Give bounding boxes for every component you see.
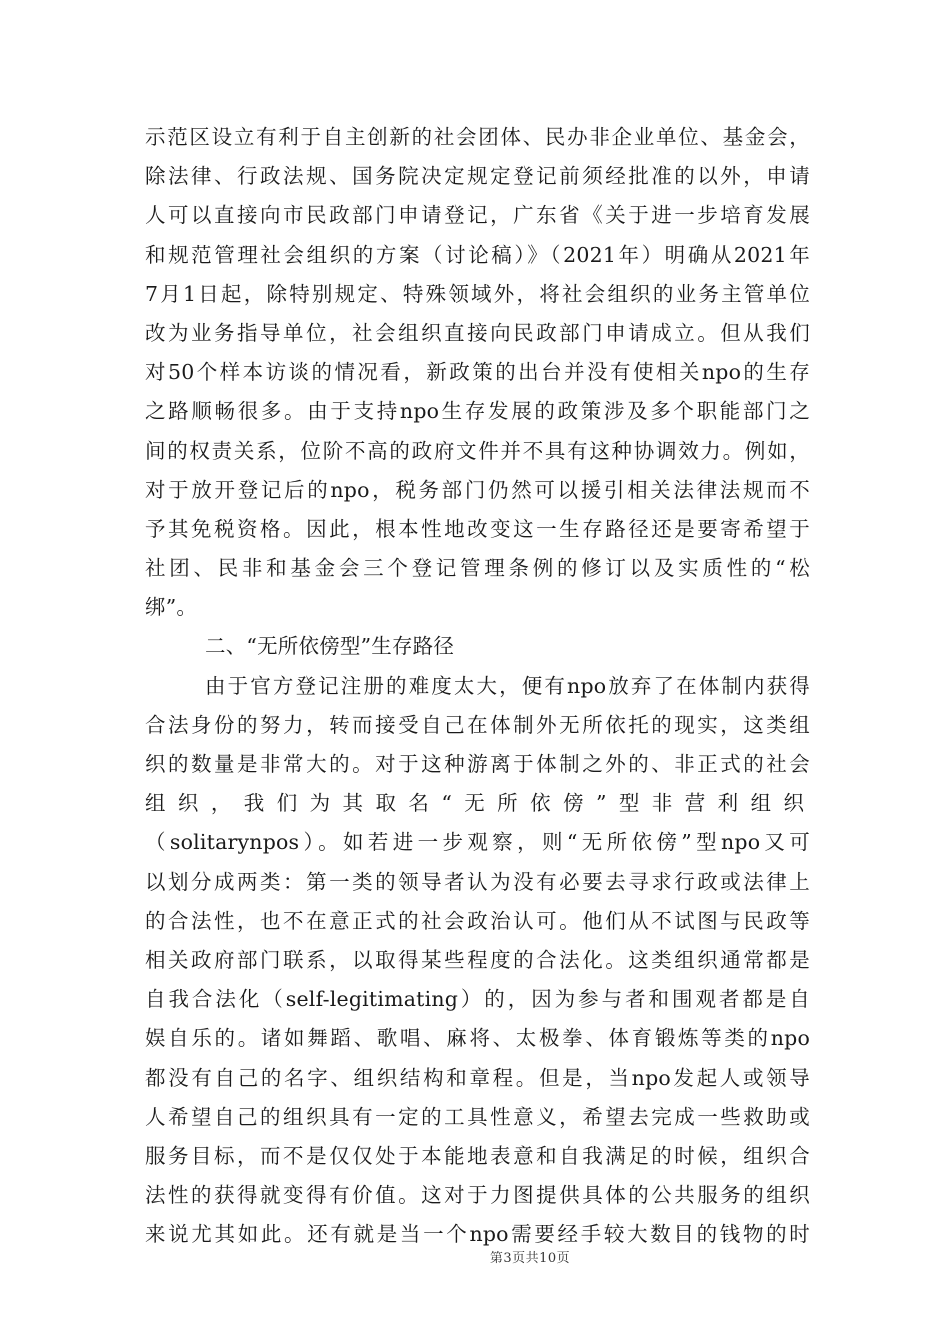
text-line: 对于放开登记后的npo，税务部门仍然可以援引相关法律法规而不: [145, 477, 810, 502]
text-line: 除法律、行政法规、国务院决定规定登记前须经批准的以外，申请: [145, 164, 810, 189]
text-line: 相关政府部门联系，以取得某些程度的合法化。这类组织通常都是: [145, 947, 810, 972]
text-line: 予其免税资格。因此，根本性地改变这一生存路径还是要寄希望于: [145, 516, 810, 541]
text-line: 7月1日起，除特别规定、特殊领域外，将社会组织的业务主管单位: [145, 281, 810, 306]
text-line: 对50个样本访谈的情况看，新政策的出台并没有使相关npo的生存: [145, 360, 810, 385]
text-line: 人希望自己的组织具有一定的工具性意义，希望去完成一些救助或: [145, 1104, 810, 1129]
page-number-text: 第3页共10页: [489, 1251, 571, 1266]
text-line: 自我合法化（self-legitimating）的，因为参与者和围观者都是自: [145, 987, 810, 1012]
text-line: 都没有自己的名字、组织结构和章程。但是，当npo发起人或领导: [145, 1065, 810, 1090]
section-heading: 二、“无所依傍型”生存路径: [205, 634, 455, 659]
text-line: 和规范管理社会组织的方案（讨论稿）》（2021年）明确从2021年: [145, 242, 810, 267]
text-line: 由于官方登记注册的难度太大，便有npo放弃了在体制内获得: [205, 673, 810, 698]
text-line: 以划分成两类：第一类的领导者认为没有必要去寻求行政或法律上: [145, 869, 810, 894]
text-line: 社团、民非和基金会三个登记管理条例的修订以及实质性的“松: [145, 556, 810, 581]
text-line: 来说尤其如此。还有就是当一个npo需要经手较大数目的钱物的时: [145, 1222, 810, 1247]
text-line: 人可以直接向市民政部门申请登记，广东省《关于进一步培育发展: [145, 203, 810, 228]
text-line: 娱自乐的。诸如舞蹈、歌唱、麻将、太极拳、体育锻炼等类的npo: [145, 1026, 810, 1051]
text-line: 改为业务指导单位，社会组织直接向民政部门申请成立。但从我们: [145, 320, 810, 345]
text-line: 组织，我们为其取名“无所依傍”型非营利组织: [145, 791, 810, 816]
text-line: 服务目标，而不是仅仅处于本能地表意和自我满足的时候，组织合: [145, 1143, 810, 1168]
text-line: 合法身份的努力，转而接受自己在体制外无所依托的现实，这类组: [145, 712, 810, 737]
text-line: 的合法性，也不在意正式的社会政治认可。他们从不试图与民政等: [145, 908, 810, 933]
text-line: 间的权责关系，位阶不高的政府文件并不具有这种协调效力。例如，: [145, 438, 810, 463]
text-line: 织的数量是非常大的。对于这种游离于体制之外的、非正式的社会: [145, 752, 810, 776]
text-line: 示范区设立有利于自主创新的社会团体、民办非企业单位、基金会，: [145, 125, 810, 149]
text-line: 之路顺畅很多。由于支持npo生存发展的政策涉及多个职能部门之: [145, 399, 810, 424]
text-line: （solitarynpos）。如若进一步观察，则“无所依傍”型npo又可: [145, 830, 810, 855]
text-line: 法性的获得就变得有价值。这对于力图提供具体的公共服务的组织: [145, 1183, 810, 1208]
text-line: 绑”。: [145, 595, 198, 620]
document-body: [145, 118, 810, 1254]
page-number: [0, 1247, 950, 1266]
